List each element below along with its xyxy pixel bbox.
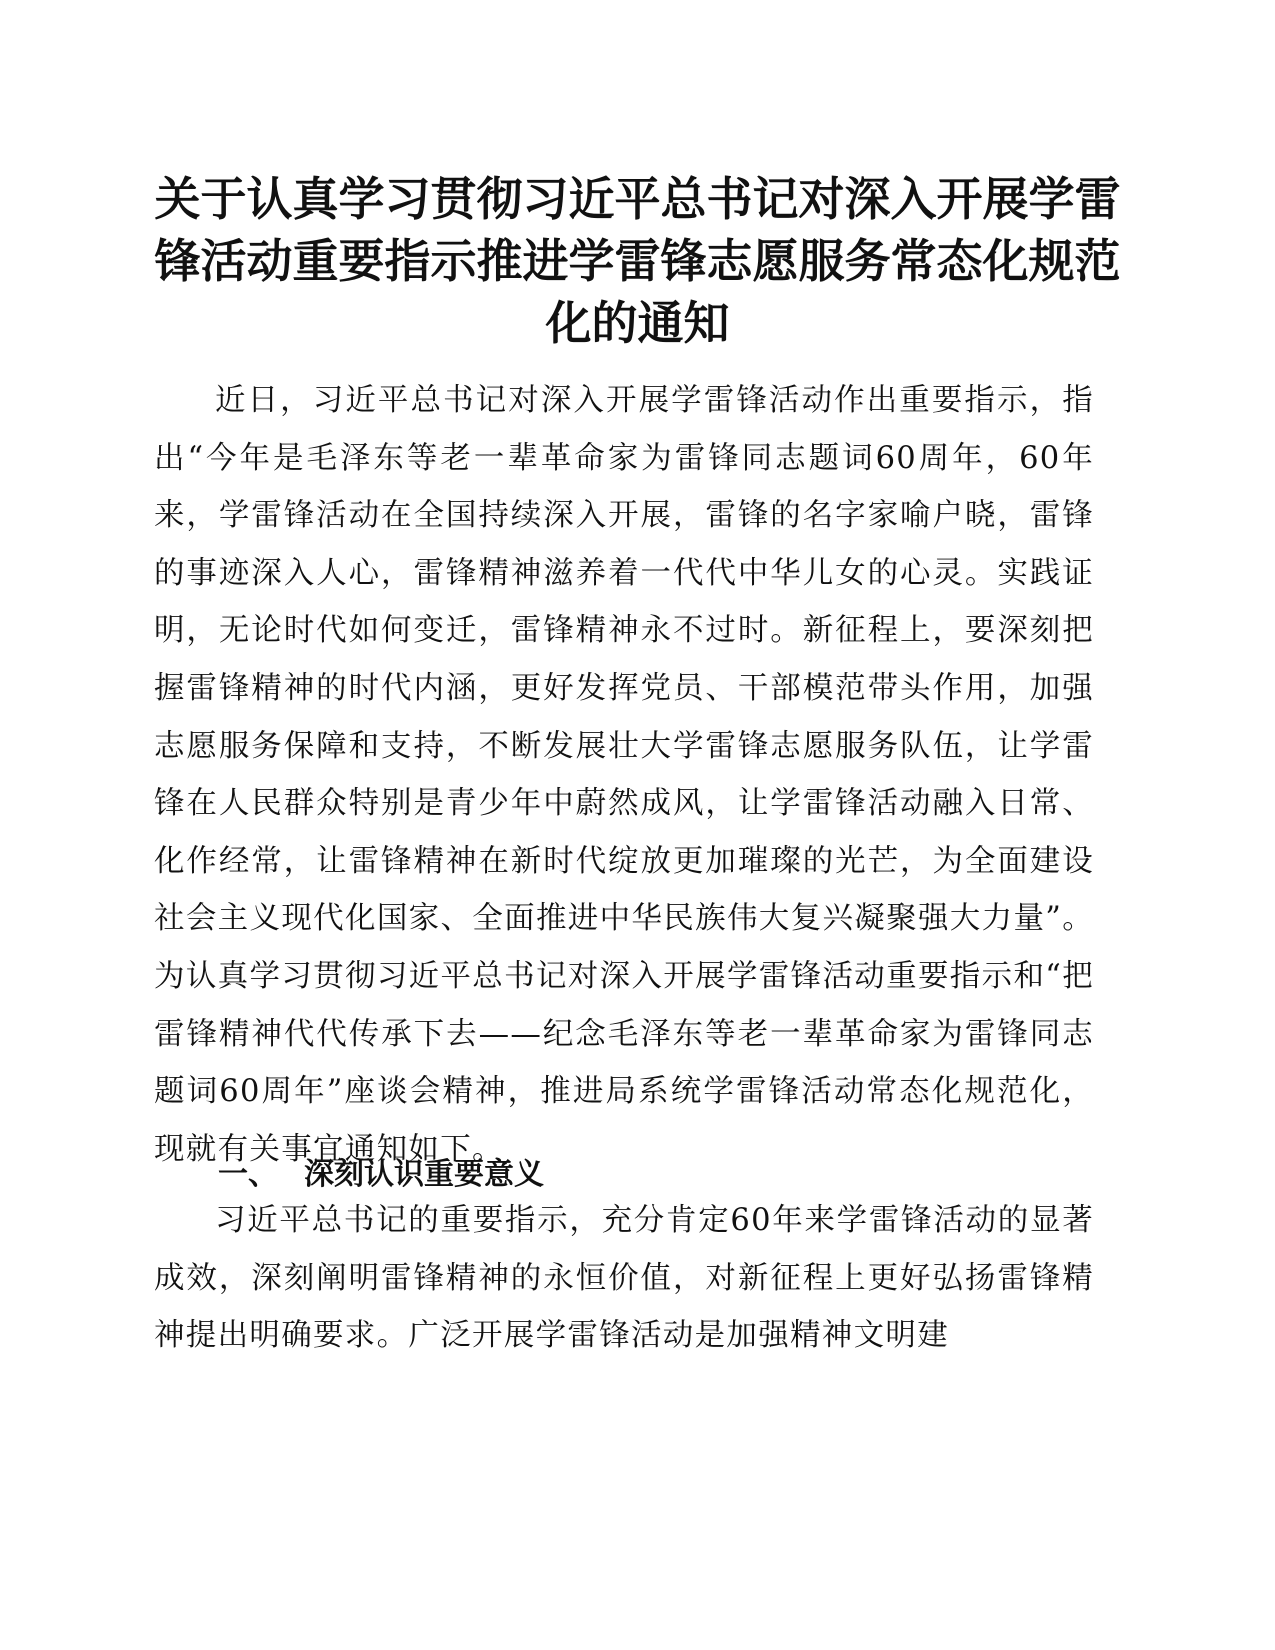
section-heading-1	[218, 1154, 544, 1196]
section-number: 一、	[218, 1157, 278, 1192]
paragraph-section-1: 习近平总书记的重要指示，充分肯定60年来学雷锋活动的显著成效，深刻阐明雷锋精神的永恒价值，对新征程上更好弘扬雷锋精神提出明确要求。广泛开展学雷锋活动是加强精神文明建	[154, 1203, 1094, 1354]
section-heading-text: 深刻认识重要意义	[304, 1157, 544, 1192]
document-title: 关于认真学习贯彻习近平总书记对深入开展学雷锋活动重要指示推进学雷锋志愿服务常态化规范化的通知	[154, 172, 1121, 350]
paragraph-intro: 近日，习近平总书记对深入开展学雷锋活动作出重要指示，指出“今年是毛泽东等老一辈革命家为雷锋同志题词60周年，60年来，学雷锋活动在全国持续深入开展，雷锋的名字家喻户晓，雷锋的事迹深入人心，雷锋精神滋养着一代代中华儿女的心灵。实践证明，无论时代如何变迁，雷锋精神永不过时。新征程上，要深刻把握雷锋精神的时代内涵，更好发挥党员、干部模范带头作用，加强志愿服务保障和支持，不断发展壮大学雷锋志愿服务队伍，让学雷锋在人民群众特别是青少年中蔚然成风，让学雷锋活动融入日常、化作经常，让雷锋精神在新时代绽放更加璀璨的光芒，为全面建设社会主义现代化国家、全面推进中华民族伟大复兴凝聚强大力量”。为认真学习贯彻习近平总书记对深入开展学雷锋活动重要指示和“把雷锋精神代代传承下去——纪念毛泽东等老一辈革命家为雷锋同志题词60周年”座谈会精神，推进局系统学雷锋活动常态化规范化，现就有关事宜通知如下。	[154, 383, 1094, 1167]
